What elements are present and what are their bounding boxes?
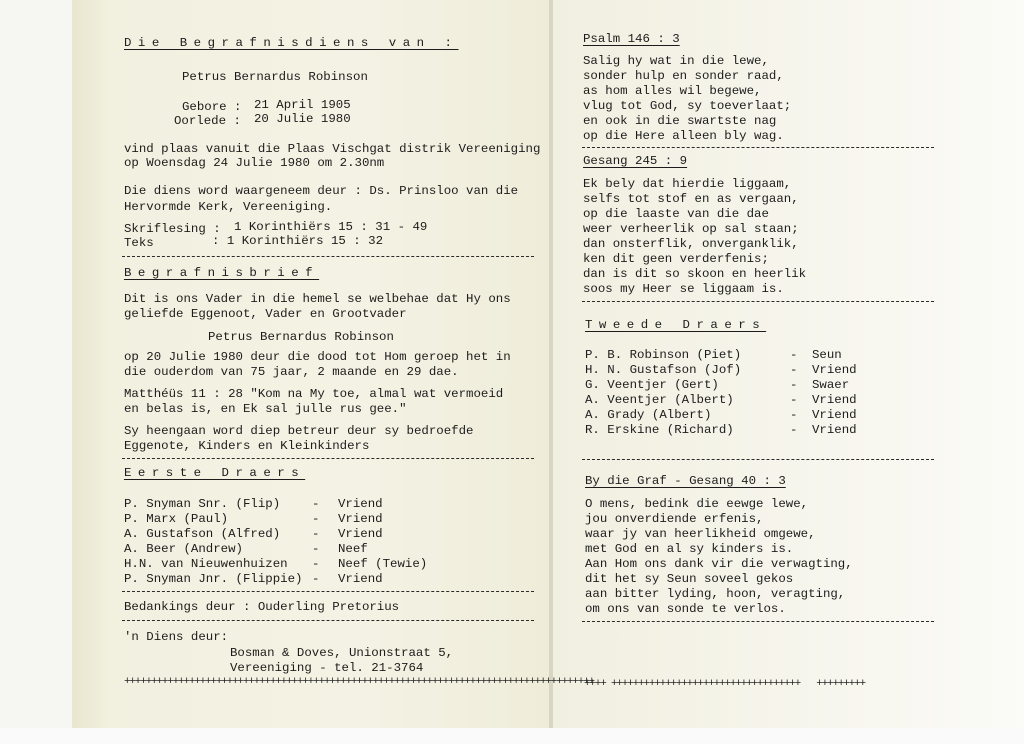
bearer-name: G. Veentjer (Gert) <box>585 378 719 392</box>
officiant-line-1: Die diens word waargeneem deur : Ds. Prinsloo van die <box>124 184 519 198</box>
bearer-name: P. Snyman Snr. (Flip) <box>124 497 281 511</box>
service-heading: Die Begrafnisdiens van : <box>124 36 459 50</box>
bearer-role: Neef <box>338 542 368 556</box>
text-label: Teks <box>124 236 154 250</box>
grave-line: jou onverdiende erfenis, <box>585 512 764 526</box>
bearer-separator: - <box>312 497 320 511</box>
bearer-name: A. Gustafson (Alfred) <box>124 527 281 541</box>
page-fold <box>549 0 553 728</box>
bearer-role: Vriend <box>338 512 383 526</box>
verse-line-1: Matthéüs 11 : 28 "Kom na My toe, almal wat vermoeid <box>124 387 504 401</box>
bearer-name: A. Veentjer (Albert) <box>585 393 734 407</box>
gesang-line: ken dit geen verderfenis; <box>583 252 769 266</box>
bearer-separator: - <box>312 542 320 556</box>
gesang-line: weer verheerlik op sal staan; <box>583 222 799 236</box>
divider <box>122 591 534 592</box>
bearer-separator: - <box>790 378 798 392</box>
bearer-name: H.N. van Nieuwenhuizen <box>124 557 288 571</box>
psalm-line: Salig hy wat in die lewe, <box>583 54 769 68</box>
psalm-line: op die Here alleen bly wag. <box>583 129 784 143</box>
bearer-name: P. B. Robinson (Piet) <box>585 348 742 362</box>
grave-line: met God en al sy kinders is. <box>585 542 794 556</box>
letter-line-4: die ouderdom van 75 jaar, 2 maande en 29 dae. <box>124 365 459 379</box>
bearer-separator: - <box>790 408 798 422</box>
born-label: Gebore : <box>182 100 242 114</box>
letter-heading: Begrafnisbrief <box>124 266 320 280</box>
grave-line: waar jy van heerlikheid omgewe, <box>585 527 816 541</box>
letter-line-3: op 20 Julie 1980 deur die dood tot Hom geroep het in <box>124 350 511 364</box>
bearer-separator: - <box>790 393 798 407</box>
bearer-name: H. N. Gustafson (Jof) <box>585 363 742 377</box>
gesang-heading: Gesang 245 : 9 <box>583 154 688 168</box>
bearer-role: Vriend <box>812 363 857 377</box>
bearer-role: Vriend <box>812 393 857 407</box>
service-label: 'n Diens deur: <box>124 630 229 644</box>
mourn-line-2: Eggenote, Kinders en Kleinkinders <box>124 439 370 453</box>
bearer-separator: - <box>790 423 798 437</box>
bearer-role: Vriend <box>812 408 857 422</box>
bearer-separator: - <box>790 348 798 362</box>
grave-line: dit het sy Seun soveel gekos <box>585 572 794 586</box>
divider <box>122 620 534 621</box>
reading-value: 1 Korinthiërs 15 : 31 - 49 <box>234 220 428 234</box>
letter-line-1: Dit is ons Vader in die hemel se welbehae dat Hy ons <box>124 292 511 306</box>
plus-divider: ++++ +++++++++++++++++++++++++++++++++++ +++++++++ <box>584 678 865 690</box>
gesang-line: dan is dit so skoon en heerlik <box>583 267 807 281</box>
grave-heading: By die Graf - Gesang 40 : 3 <box>585 474 786 488</box>
grave-line: aan bitter lyding, hoon, veragting, <box>585 587 846 601</box>
bearer-name: A. Beer (Andrew) <box>124 542 243 556</box>
service-line-2: Vereeniging - tel. 21-3764 <box>230 661 424 675</box>
bearer-role: Vriend <box>338 497 383 511</box>
bearer-name: P. Snyman Jnr. (Flippie) <box>124 572 303 586</box>
bearer-name: P. Marx (Paul) <box>124 512 229 526</box>
psalm-line: vlug tot God, sy toeverlaat; <box>583 99 792 113</box>
gesang-line: Ek bely dat hierdie liggaam, <box>583 177 792 191</box>
divider <box>122 458 534 459</box>
scan-margin <box>0 728 1024 744</box>
bearer-separator: - <box>312 572 320 586</box>
bearer-role: Swaer <box>812 378 850 392</box>
bearer-role: Neef (Tewie) <box>338 557 428 571</box>
first-bearers-heading: Eerste Draers <box>124 466 306 480</box>
grave-line: om ons van sonde te verlos. <box>585 602 786 616</box>
bearer-separator: - <box>790 363 798 377</box>
bearer-role: Vriend <box>338 572 383 586</box>
gesang-line: op die laaste van die dae <box>583 207 769 221</box>
text-value: : 1 Korinthiërs 15 : 32 <box>212 234 384 248</box>
venue-line-1: vind plaas vanuit die Plaas Vischgat distrik Vereeniging <box>124 142 541 156</box>
divider <box>582 147 934 148</box>
divider <box>582 621 934 622</box>
thanks-line: Bedankings deur : Ouderling Pretorius <box>124 600 400 614</box>
bearer-name: R. Erskine (Richard) <box>585 423 734 437</box>
plus-divider: +++++++++++++++++++++++++++++++++++++++++++++++++++++++++++++++++++++++++++++++++++++++ <box>124 676 594 688</box>
psalm-line: en ook in die swartste nag <box>583 114 777 128</box>
psalm-line: as hom alles wil begewe, <box>583 84 762 98</box>
bearer-role: Vriend <box>338 527 383 541</box>
bearer-role: Vriend <box>812 423 857 437</box>
service-line-1: Bosman & Doves, Unionstraat 5, <box>230 646 454 660</box>
venue-line-2: op Woensdag 24 Julie 1980 om 2.30nm <box>124 156 385 170</box>
bearer-separator: - <box>312 527 320 541</box>
divider <box>582 459 934 460</box>
letter-name: Petrus Bernardus Robinson <box>208 330 394 344</box>
second-bearers-heading: Tweede Draers <box>585 318 767 332</box>
mourn-line-1: Sy heengaan word diep betreur deur sy bedroefde <box>124 424 474 438</box>
gesang-line: dan onsterflik, onverganklik, <box>583 237 799 251</box>
letter-line-2: geliefde Eggenoot, Vader en Grootvader <box>124 307 407 321</box>
gesang-line: selfs tot stof en as vergaan, <box>583 192 799 206</box>
divider <box>122 256 534 257</box>
grave-line: Aan Hom ons dank vir die verwagting, <box>585 557 853 571</box>
bearer-role: Seun <box>812 348 842 362</box>
psalm-heading: Psalm 146 : 3 <box>583 32 680 46</box>
grave-line: O mens, bedink die eewge lewe, <box>585 497 809 511</box>
gesang-line: soos my Heer se liggaam is. <box>583 282 784 296</box>
psalm-line: sonder hulp en sonder raad, <box>583 69 784 83</box>
verse-line-2: en belas is, en Ek sal julle rus gee." <box>124 402 407 416</box>
born-date: 21 April 1905 <box>254 98 351 112</box>
reading-label: Skriflesing : <box>124 222 221 236</box>
died-date: 20 Julie 1980 <box>254 112 351 126</box>
bearer-separator: - <box>312 557 320 571</box>
died-label: Oorlede : <box>174 114 241 128</box>
bearer-name: A. Grady (Albert) <box>585 408 712 422</box>
officiant-line-2: Hervormde Kerk, Vereeniging. <box>124 200 333 214</box>
deceased-name: Petrus Bernardus Robinson <box>182 70 368 84</box>
divider <box>582 301 934 302</box>
bearer-separator: - <box>312 512 320 526</box>
